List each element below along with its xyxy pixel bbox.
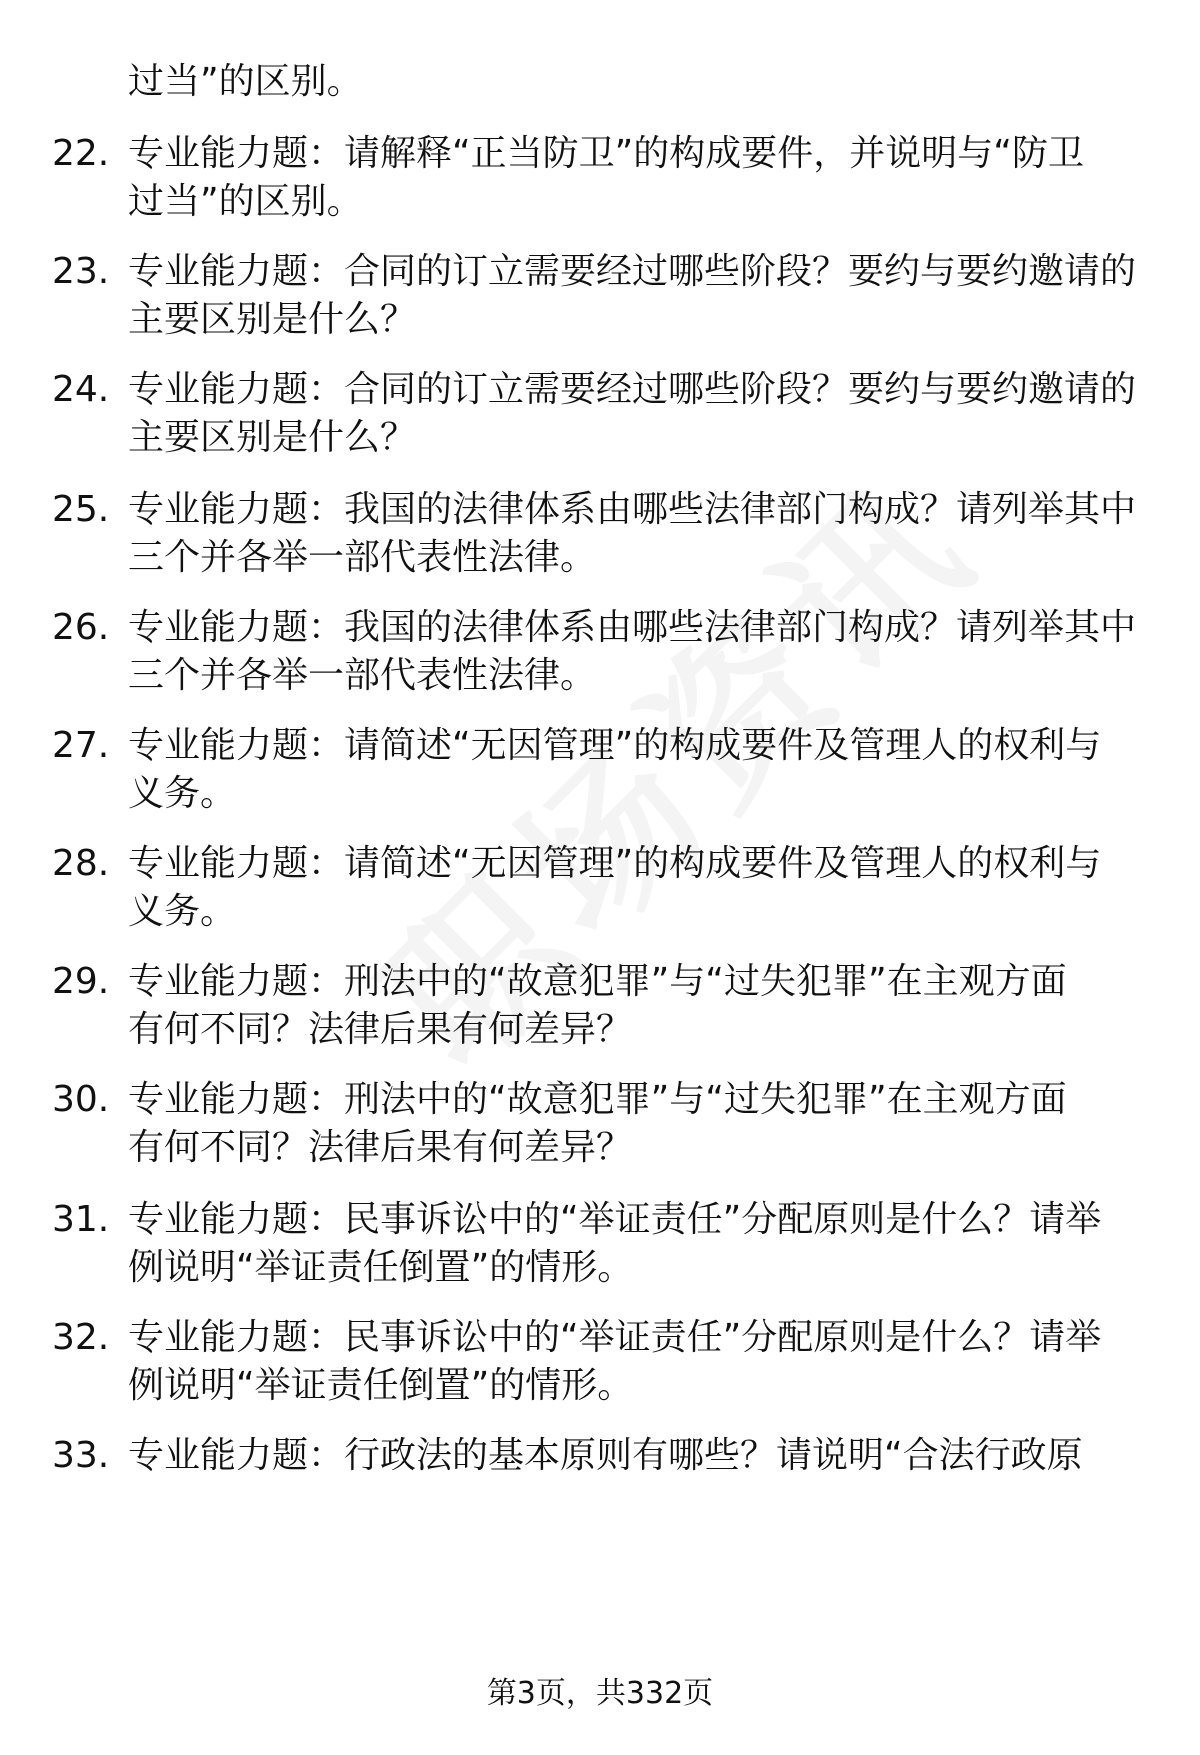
question-text: 专业能力题：刑法中的“故意犯罪”与“过失犯罪”在主观方面	[128, 961, 1067, 1002]
question-number: 24.	[52, 369, 110, 410]
question-number: 29.	[52, 961, 110, 1002]
question-text-continued: 三个并各举一部代表性法律。	[128, 537, 597, 578]
question-text: 专业能力题：请简述“无因管理”的构成要件及管理人的权利与	[128, 725, 1102, 766]
question-number: 31.	[52, 1199, 110, 1240]
continued-text: 过当”的区别。	[128, 61, 363, 102]
question-number: 23.	[52, 251, 110, 292]
question-number: 27.	[52, 725, 110, 766]
question-text: 专业能力题：请解释“正当防卫”的构成要件，并说明与“防卫	[128, 133, 1084, 174]
question-text-continued: 主要区别是什么？	[128, 417, 417, 458]
question-number: 26.	[52, 607, 110, 648]
question-text: 专业能力题：我国的法律体系由哪些法律部门构成？请列举其中	[128, 607, 1137, 648]
question-number: 28.	[52, 843, 110, 884]
question-text: 专业能力题：请简述“无因管理”的构成要件及管理人的权利与	[128, 843, 1102, 884]
question-text-continued: 有何不同？法律后果有何差异？	[128, 1127, 633, 1168]
question-text: 专业能力题：行政法的基本原则有哪些？请说明“合法行政原	[128, 1435, 1083, 1476]
page-footer: 第3页，共332页	[486, 1676, 714, 1711]
question-text: 专业能力题：合同的订立需要经过哪些阶段？要约与要约邀请的	[128, 369, 1137, 410]
question-text: 专业能力题：合同的订立需要经过哪些阶段？要约与要约邀请的	[128, 251, 1137, 292]
question-number: 32.	[52, 1317, 110, 1358]
question-text-continued: 例说明“举证责任倒置”的情形。	[128, 1365, 634, 1406]
question-number: 25.	[52, 489, 110, 530]
question-text-continued: 例说明“举证责任倒置”的情形。	[128, 1247, 634, 1288]
question-text-continued: 义务。	[128, 891, 237, 932]
question-number: 30.	[52, 1079, 110, 1120]
question-text-continued: 有何不同？法律后果有何差异？	[128, 1009, 633, 1050]
question-text-continued: 过当”的区别。	[128, 181, 363, 222]
question-text-continued: 三个并各举一部代表性法律。	[128, 655, 597, 696]
question-number: 22.	[52, 133, 110, 174]
question-text: 专业能力题：民事诉讼中的“举证责任”分配原则是什么？请举	[128, 1199, 1102, 1240]
question-text-continued: 主要区别是什么？	[128, 299, 417, 340]
question-text-continued: 义务。	[128, 773, 237, 814]
question-text: 专业能力题：我国的法律体系由哪些法律部门构成？请列举其中	[128, 489, 1137, 530]
question-text: 专业能力题：民事诉讼中的“举证责任”分配原则是什么？请举	[128, 1317, 1102, 1358]
question-number: 33.	[52, 1435, 110, 1476]
question-text: 专业能力题：刑法中的“故意犯罪”与“过失犯罪”在主观方面	[128, 1079, 1067, 1120]
